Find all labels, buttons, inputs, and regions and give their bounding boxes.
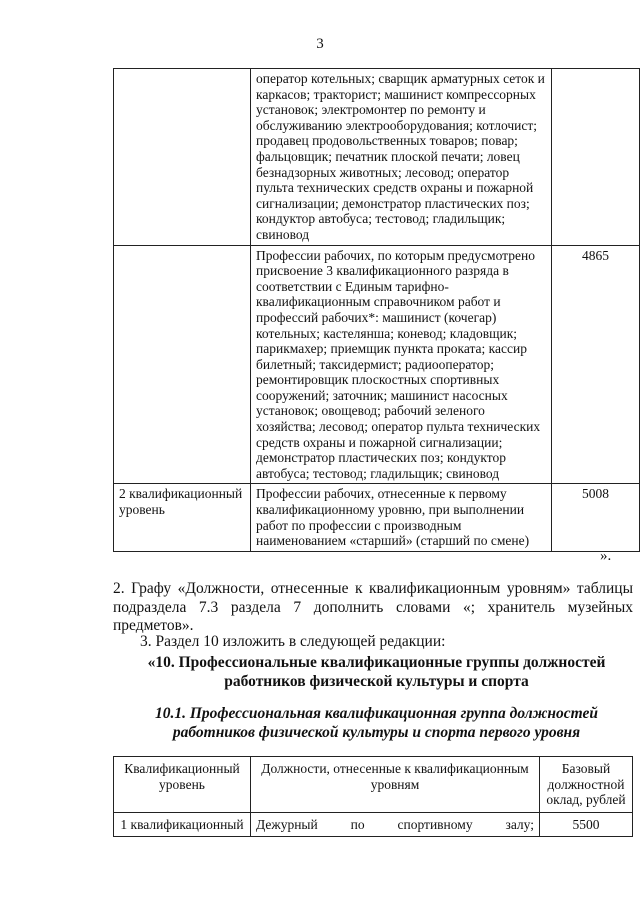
salary-cell [552, 69, 640, 246]
salary-cell: 5008 [552, 484, 640, 551]
salary-cell: 5500 [540, 812, 633, 837]
paragraph-2: 2. Графу «Должности, отнесенные к квалификационным уровням» таблицы подраздела 7.3 раздела 7 дополнить словами «; хранитель музейных предметов». [113, 580, 633, 634]
subsection-10-1-heading: 10.1. Профессиональная квалификационная группа должностей работников физической культуры и спорта первого уровня [154, 705, 599, 741]
header-positions: Должности, отнесенные к квалификационным уровням [251, 757, 540, 813]
positions-cell: оператор котельных; сварщик арматурных сеток и каркасов; тракторист; машинист компрессорных установок; электромонтер по ремонту и обслуживанию электрооборудования; котлочист; продавец продовольственных товаров; повар; фальцовщик; печатник плоской печати; ловец безнадзорных животных; лесовод; оператор пульта технических средств охраны и пожарной сигнализации; демонстратор пластических поз; кондуктор автобуса; тестовод; гладильщик; свиновод [251, 69, 552, 246]
header-level: Квалификационный уровень [114, 757, 251, 813]
page-number: 3 [316, 36, 324, 52]
positions-cell: Профессии рабочих, отнесенные к первому квалификационному уровню, при выполнении работ по профессии с производным наименованием «старший» (старший по смене) [251, 484, 552, 551]
level-cell: 2 квалификационный уровень [114, 484, 251, 551]
table-row [114, 245, 640, 484]
positions-cell: Профессии рабочих, по которым предусмотрено присвоение 3 квалификационного разряда в соответствии с Единым тарифно-квалификационным справочником работ и профессий рабочих*: машинист (кочегар) котельных; кастелянша; коневод; кладовщик; парикмахер; приемщик пункта проката; кассир билетный; таксидермист; радиооператор; ремонтировщик плоскостных спортивных сооружений; заточник; машинист насосных установок; овощевод; рабочий зеленого хозяйства; лесовод; оператор пульта технических средств охраны и пожарной сигнализации; демонстратор пластических поз; кондуктор автобуса; тестовод; гладильщик; свиновод [251, 245, 552, 484]
salary-cell: 4865 [552, 245, 640, 484]
section-10-heading: «10. Профессиональные квалификационные группы должностей работников физической культуры и спорта [147, 654, 606, 690]
table-row [114, 812, 633, 837]
level-cell [114, 69, 251, 246]
header-salary: Базовый должностной оклад, рублей [540, 757, 633, 813]
closing-quote: ». [600, 548, 612, 564]
paragraph-3: 3. Раздел 10 изложить в следующей редакции: [140, 633, 446, 650]
qualification-table-continued [113, 68, 640, 552]
table-header-row [114, 757, 633, 813]
table-row [114, 69, 640, 246]
level-cell [114, 245, 251, 484]
positions-cell: Дежурный по спортивному залу; [251, 812, 540, 837]
sport-workers-table [113, 756, 633, 837]
table-row [114, 484, 640, 551]
level-cell: 1 квалификационный [114, 812, 251, 837]
